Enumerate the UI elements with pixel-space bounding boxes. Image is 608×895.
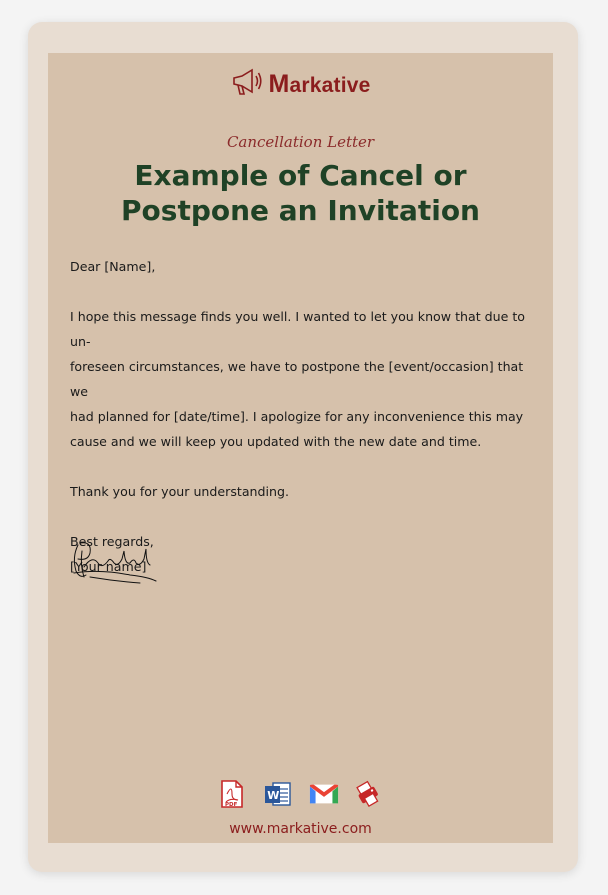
gmail-icon[interactable] <box>309 779 339 809</box>
letter-paper <box>48 53 553 843</box>
paragraph-line: had planned for [date/time]. I apologize for any inconvenience this may <box>70 409 524 424</box>
paragraph-line: I hope this message finds you well. I wanted to let you know that due to un- <box>70 309 526 349</box>
megaphone-icon <box>230 67 264 102</box>
word-icon[interactable] <box>263 779 293 809</box>
thanks-line: Thank you for your understanding. <box>70 484 290 499</box>
letter-subtitle: Cancellation Letter <box>226 133 375 151</box>
closing-line: Best regards, <box>70 534 154 549</box>
letter-body <box>70 254 540 579</box>
svg-text:PDF: PDF <box>224 802 237 808</box>
share-icons <box>48 779 553 809</box>
pdf-icon[interactable] <box>217 779 247 809</box>
letter-title <box>48 158 553 228</box>
brand-logo[interactable] <box>48 67 553 102</box>
signer-name: [Your name] <box>70 559 147 574</box>
paragraph-line: foreseen circumstances, we have to postpone the [event/occasion] that we <box>70 359 524 399</box>
title-line: Postpone an Invitation <box>121 194 480 227</box>
signature <box>70 537 160 587</box>
print-icon[interactable] <box>355 779 385 809</box>
paragraph-line: cause and we will keep you updated with the new date and time. <box>70 434 482 449</box>
svg-text:W: W <box>266 789 279 802</box>
title-line: Example of Cancel or <box>134 159 467 192</box>
letter-card <box>28 22 578 872</box>
brand-name: Markative <box>268 70 371 98</box>
salutation: Dear [Name], <box>70 259 156 274</box>
website-link[interactable]: www.markative.com <box>229 821 372 837</box>
